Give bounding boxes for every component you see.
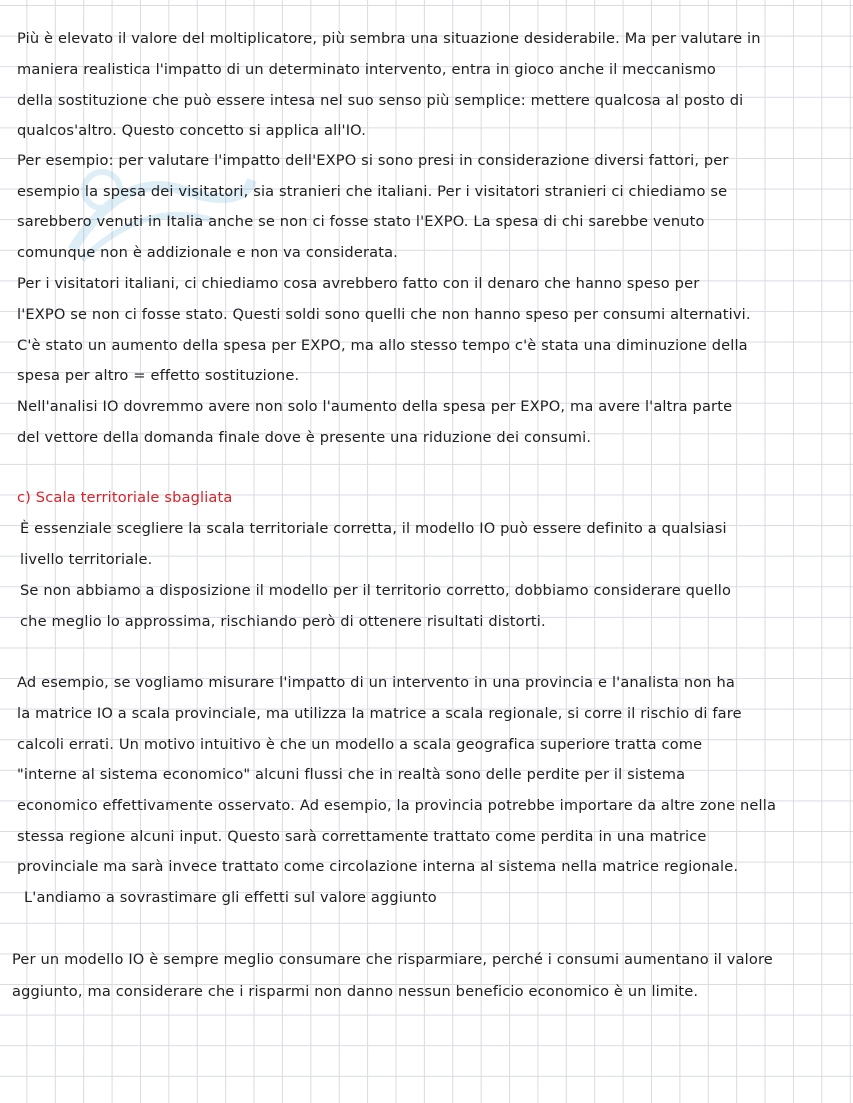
text-line: C'è stato un aumento della spesa per EXPO, ma allo stesso tempo c'è stata una diminuzione della bbox=[17, 337, 748, 354]
text-line: esempio la spesa dei visitatori, sia stranieri che italiani. Per i visitatori stranieri ci chiediamo se bbox=[17, 183, 728, 200]
text-line: Ad esempio, se vogliamo misurare l'impatto di un intervento in una provincia e l'analista non ha bbox=[17, 674, 735, 691]
text-line: spesa per altro = effetto sostituzione. bbox=[17, 367, 300, 384]
text-line: aggiunto, ma considerare che i risparmi non danno nessun beneficio economico è un limite. bbox=[12, 983, 699, 1000]
text-line: Per un modello IO è sempre meglio consumare che risparmiare, perché i consumi aumentano il valore bbox=[12, 951, 773, 968]
text-line: calcoli errati. Un motivo intuitivo è che un modello a scala geografica superiore tratta come bbox=[17, 736, 703, 753]
text-line: Se non abbiamo a disposizione il modello per il territorio corretto, dobbiamo considerare quello bbox=[20, 582, 732, 599]
text-line: L'andiamo a sovrastimare gli effetti sul valore aggiunto bbox=[24, 889, 437, 906]
text-line: livello territoriale. bbox=[20, 551, 153, 568]
text-line: Per i visitatori italiani, ci chiediamo cosa avrebbero fatto con il denaro che hanno speso per bbox=[17, 275, 700, 292]
text-line: Più è elevato il valore del moltiplicatore, più sembra una situazione desiderabile. Ma per valutare in bbox=[17, 30, 761, 47]
section-heading: c) Scala territoriale sbagliata bbox=[17, 489, 233, 506]
text-line: provinciale ma sarà invece trattato come circolazione interna al sistema nella matrice regionale. bbox=[17, 858, 739, 875]
text-line: l'EXPO se non ci fosse stato. Questi soldi sono quelli che non hanno speso per consumi alternativi. bbox=[17, 306, 751, 323]
text-line: economico effettivamente osservato. Ad esempio, la provincia potrebbe importare da altre zone nella bbox=[17, 797, 777, 814]
text-line: della sostituzione che può essere intesa nel suo senso più semplice: mettere qualcosa al posto di bbox=[17, 92, 744, 109]
text-line: maniera realistica l'impatto di un determinato intervento, entra in gioco anche il meccanismo bbox=[17, 61, 716, 78]
text-line: comunque non è addizionale e non va considerata. bbox=[17, 244, 398, 261]
text-line: del vettore della domanda finale dove è presente una riduzione dei consumi. bbox=[17, 429, 592, 446]
text-line: È essenziale scegliere la scala territoriale corretta, il modello IO può essere definito a qualsiasi bbox=[20, 520, 727, 537]
text-line: qualcos'altro. Questo concetto si applica all'IO. bbox=[17, 122, 366, 139]
text-line: Per esempio: per valutare l'impatto dell'EXPO si sono presi in considerazione diversi fattori, per bbox=[17, 152, 729, 169]
text-line: sarebbero venuti in Italia anche se non ci fosse stato l'EXPO. La spesa di chi sarebbe venuto bbox=[17, 213, 705, 230]
text-line: stessa regione alcuni input. Questo sarà correttamente trattato come perdita in una matrice bbox=[17, 828, 707, 845]
text-line: che meglio lo approssima, rischiando però di ottenere risultati distorti. bbox=[20, 613, 546, 630]
text-line: "interne al sistema economico" alcuni flussi che in realtà sono delle perdite per il sistema bbox=[17, 766, 686, 783]
text-line: la matrice IO a scala provinciale, ma utilizza la matrice a scala regionale, si corre il rischio di fare bbox=[17, 705, 742, 722]
text-line: Nell'analisi IO dovremmo avere non solo l'aumento della spesa per EXPO, ma avere l'altra parte bbox=[17, 398, 733, 415]
